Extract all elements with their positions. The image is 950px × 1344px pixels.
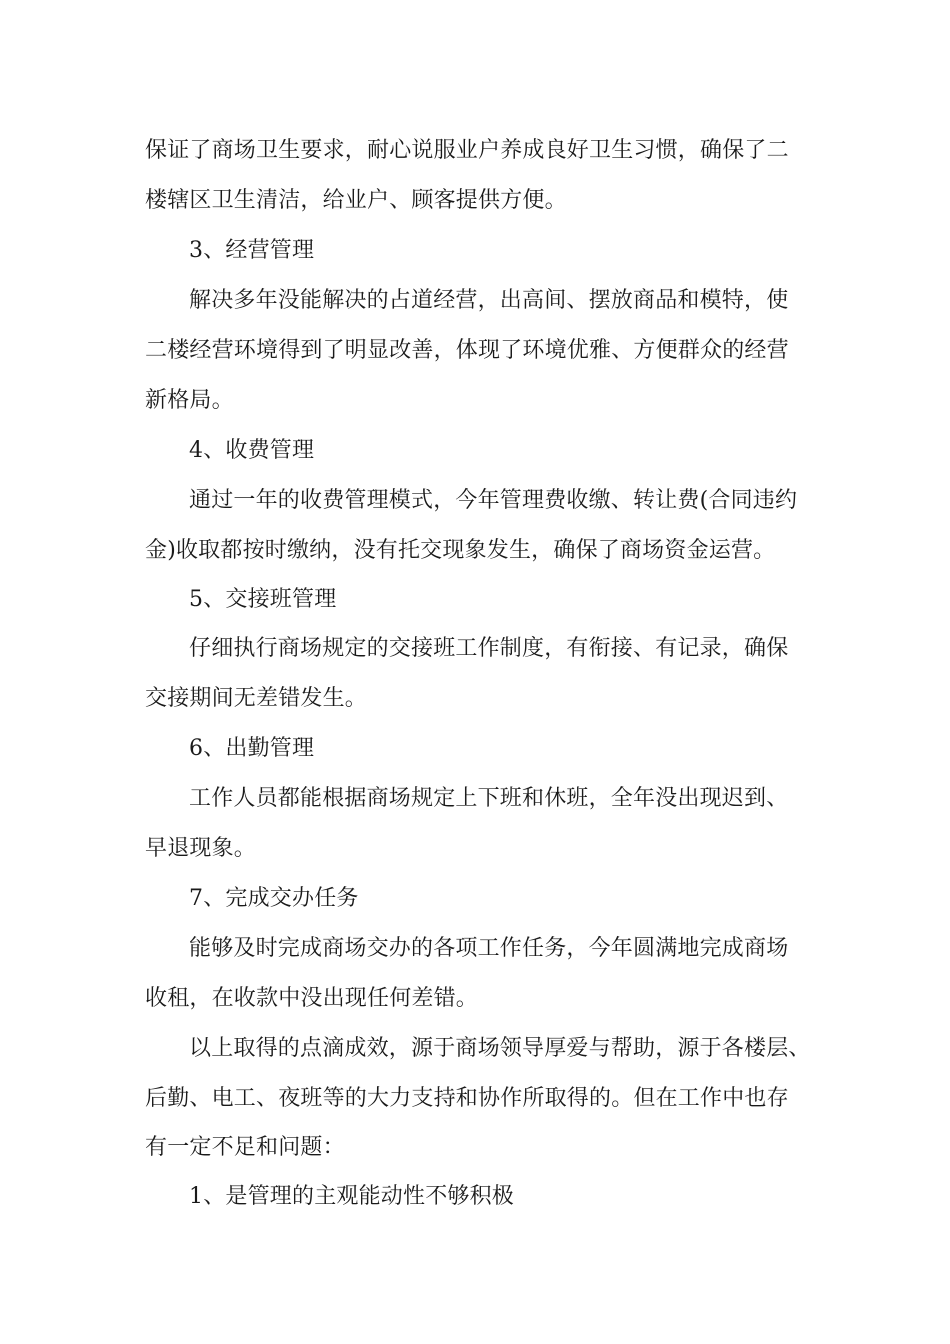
section-heading: 5、交接班管理 — [189, 587, 337, 612]
paragraph-line: 解决多年没能解决的占道经营，出高间、摆放商品和模特，使 — [189, 288, 789, 313]
section-heading: 6、出勤管理 — [189, 736, 315, 761]
paragraph-line: 金)收取都按时缴纳，没有托交现象发生，确保了商场资金运营。 — [145, 538, 776, 563]
paragraph-line: 1、是管理的主观能动性不够积极 — [189, 1184, 514, 1209]
paragraph-line: 能够及时完成商场交办的各项工作任务，今年圆满地完成商场 — [189, 936, 789, 961]
paragraph-line: 保证了商场卫生要求，耐心说服业户养成良好卫生习惯，确保了二 — [145, 138, 789, 163]
paragraph-line: 工作人员都能根据商场规定上下班和休班，全年没出现迟到、 — [189, 786, 789, 811]
paragraph-line: 以上取得的点滴成效，源于商场领导厚爱与帮助，源于各楼层、 — [189, 1036, 811, 1061]
paragraph-line: 楼辖区卫生清洁，给业户、顾客提供方便。 — [145, 188, 567, 213]
paragraph-line: 新格局。 — [145, 388, 234, 413]
paragraph-line: 二楼经营环境得到了明显改善，体现了环境优雅、方便群众的经营 — [145, 338, 789, 363]
paragraph-line: 交接期间无差错发生。 — [145, 686, 368, 711]
paragraph-line: 收租，在收款中没出现任何差错。 — [145, 986, 479, 1011]
paragraph-line: 有一定不足和问题： — [145, 1135, 345, 1160]
paragraph-line: 仔细执行商场规定的交接班工作制度，有衔接、有记录，确保 — [189, 636, 789, 661]
section-heading: 7、完成交办任务 — [189, 886, 359, 911]
paragraph-line: 后勤、电工、夜班等的大力支持和协作所取得的。但在工作中也存 — [145, 1086, 789, 1111]
section-heading: 3、经营管理 — [189, 238, 315, 263]
section-heading: 4、收费管理 — [189, 438, 315, 463]
paragraph-line: 早退现象。 — [145, 836, 257, 861]
paragraph-line: 通过一年的收费管理模式，今年管理费收缴、转让费(合同违约 — [189, 488, 798, 513]
